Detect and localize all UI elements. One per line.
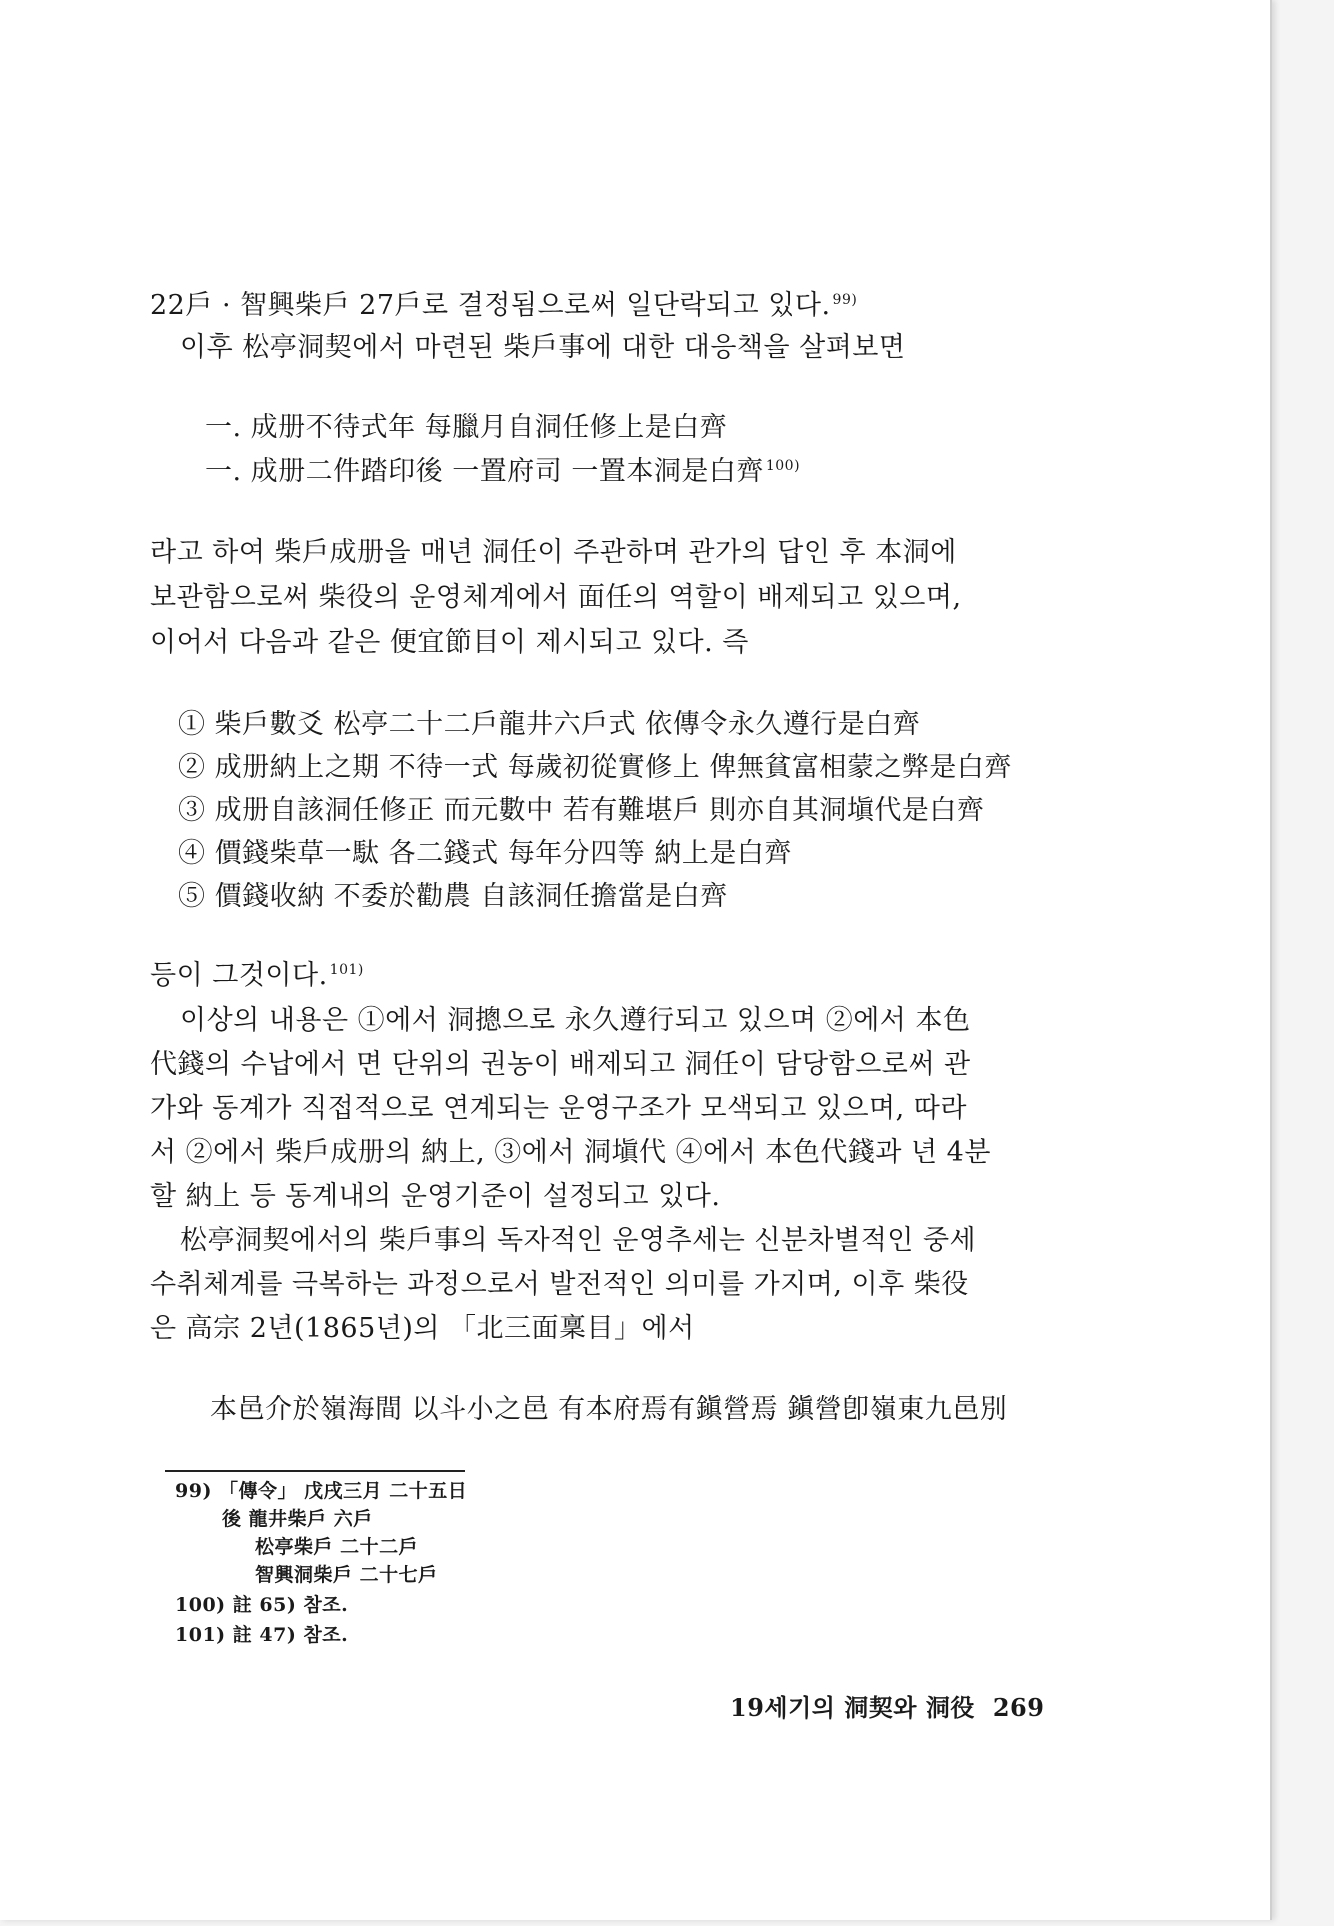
body-line: 라고 하여 柴戶成册을 매년 洞任이 주관하며 관가의 답인 후 本洞에 [150, 537, 957, 568]
footnote-99-line: 後 龍井柴戶 六戶 [222, 1508, 373, 1530]
body-line: 22戶 · 智興柴戶 27戶로 결정됨으로써 일단락되고 있다. $^{99)}$ [150, 290, 858, 321]
footnote-divider [165, 1470, 465, 1472]
quote-line: 一. 成册不待式年 每臘月自洞任修上是白齊 [205, 412, 728, 443]
body-line: 이후 松亭洞契에서 마련된 柴戶事에 대한 대응책을 살펴보면 [180, 332, 906, 363]
footnote-101: 101) 註 47) 참조. [175, 1624, 349, 1646]
body-line: 서 ②에서 柴戶成册의 納上, ③에서 洞塡代 ④에서 本色代錢과 년 4분 [150, 1137, 991, 1168]
body-line: 은 高宗 2년(1865년)의 「北三面稟目」에서 [150, 1313, 695, 1344]
body-line: 수취체계를 극복하는 과정으로서 발전적인 의미를 가지며, 이후 柴役 [150, 1269, 969, 1300]
body-line: 代錢의 수납에서 면 단위의 권농이 배제되고 洞任이 담당함으로써 관 [150, 1049, 971, 1080]
list-item: ② 成册納上之期 不待一式 每歲初從實修上 俾無貧富相蒙之弊是白齊 [178, 752, 1012, 783]
footnote-99-line: 智興洞柴戶 二十七戶 [255, 1564, 438, 1586]
running-title: 19세기의 洞契와 洞役 [730, 1693, 975, 1722]
quote-line: 一. 成册二件踏印後 一置府司 一置本洞是白齊 $^{100)}$ [205, 456, 801, 487]
list-item: ④ 價錢柴草一駄 各二錢式 每年分四等 納上是白齊 [178, 838, 792, 869]
body-line: 松亭洞契에서의 柴戶事의 독자적인 운영추세는 신분차별적인 중세 [180, 1225, 977, 1256]
page-number: 269 [992, 1693, 1045, 1722]
body-line: 이어서 다음과 같은 便宜節目이 제시되고 있다. 즉 [150, 627, 749, 658]
body-line: 보관함으로써 柴役의 운영체계에서 面任의 역할이 배제되고 있으며, [150, 582, 962, 613]
footnote-ref-99[interactable]: 99) [832, 292, 858, 308]
body-line: 등이 그것이다. $^{101)}$ [150, 960, 364, 991]
list-item: ③ 成册自該洞任修正 而元數中 若有難堪戶 則亦自其洞塡代是白齊 [178, 795, 985, 826]
list-item: ⑤ 價錢收納 不委於勸農 自該洞任擔當是白齊 [178, 881, 728, 912]
footnote-ref-101[interactable]: 101) [329, 962, 364, 978]
footnote-ref-100[interactable]: 100) [765, 458, 801, 474]
list-item: ① 柴戶數爻 松亭二十二戶龍井六戶式 依傳令永久遵行是白齊 [178, 709, 921, 740]
body-line: 이상의 내용은 ①에서 洞摠으로 永久遵行되고 있으며 ②에서 本色 [180, 1005, 971, 1036]
footnote-100: 100) 註 65) 참조. [175, 1594, 349, 1616]
running-footer [730, 1688, 1044, 1723]
body-line: 가와 동계가 직접적으로 연계되는 운영구조가 모색되고 있으며, 따라 [150, 1093, 967, 1124]
body-line: 할 納上 등 동계내의 운영기준이 설정되고 있다. [150, 1181, 721, 1212]
footnote-99-line: 松亭柴戶 二十二戶 [255, 1536, 419, 1558]
quote-line: 本邑介於嶺海間 以斗小之邑 有本府焉有鎭營焉 鎭營卽嶺東九邑別 [210, 1394, 1008, 1425]
footnote-99: 99) 「傳令」 戊戌三月 二十五日 [175, 1480, 468, 1502]
